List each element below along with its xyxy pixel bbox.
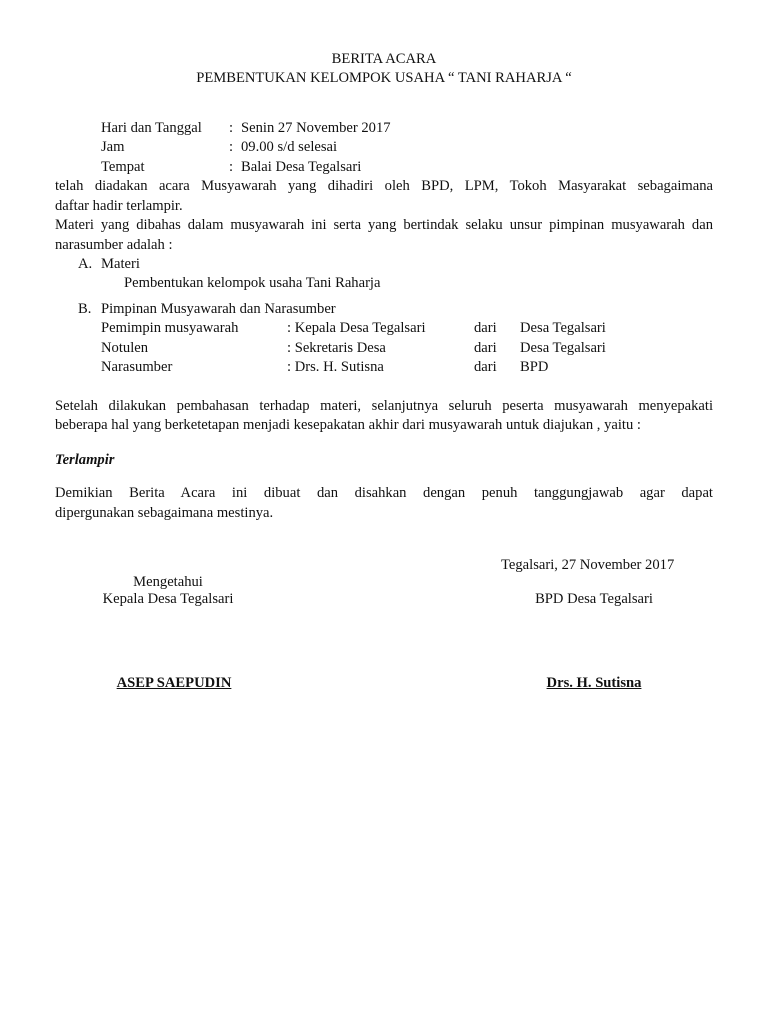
section-a-title: Materi	[101, 256, 140, 272]
section-b-title: Pimpinan Musyawarah dan Narasumber	[101, 301, 336, 317]
participant-from-label: dari	[474, 359, 497, 375]
section-a-content: Pembentukan kelompok usaha Tani Raharja	[124, 275, 381, 291]
event-value-place: Balai Desa Tegalsari	[241, 159, 362, 175]
intro-line-4: narasumber adalah :	[55, 237, 173, 253]
event-sep-place: :	[229, 159, 234, 175]
section-a-marker: A.	[78, 256, 93, 272]
left-caption-acknowledge: Mengetahui	[133, 574, 203, 590]
section-b-marker: B.	[78, 301, 92, 317]
left-signatory-name: ASEP SAEPUDIN	[116, 675, 232, 691]
participant-from-label: dari	[474, 340, 497, 356]
left-caption-position: Kepala Desa Tegalsari	[102, 591, 234, 607]
event-label-time: Jam	[101, 139, 125, 155]
result-line-1: Setelah dilakukan pembahasan terhadap materi, selanjutnya seluruh peserta musyawarah menyepakati	[55, 398, 713, 414]
intro-line-3: Materi yang dibahas dalam musyawarah ini serta yang bertindak selaku unsur pimpinan musyawarah dan	[55, 217, 713, 233]
intro-line-2: daftar hadir terlampir.	[55, 198, 183, 214]
document-title: BERITA ACARA	[331, 51, 437, 67]
participant-from: Desa Tegalsari	[520, 340, 606, 356]
participant-name: : Drs. H. Sutisna	[287, 359, 384, 375]
event-value-time: 09.00 s/d selesai	[241, 139, 338, 155]
right-caption-position: BPD Desa Tegalsari	[535, 591, 653, 607]
participant-from-label: dari	[474, 320, 497, 336]
participant-from: BPD	[520, 359, 549, 375]
participant-role: Narasumber	[101, 359, 173, 375]
intro-line-1: telah diadakan acara Musyawarah yang dihadiri oleh BPD, LPM, Tokoh Masyarakat sebagaimana	[55, 178, 713, 194]
participant-role: Pemimpin musyawarah	[101, 320, 239, 336]
place-date: Tegalsari, 27 November 2017	[501, 557, 675, 573]
event-sep-date: :	[229, 120, 234, 136]
participant-role: Notulen	[101, 340, 149, 356]
event-label-date: Hari dan Tanggal	[101, 120, 202, 136]
event-value-date: Senin 27 November 2017	[241, 120, 391, 136]
closing-line-2: dipergunakan sebagaimana mestinya.	[55, 505, 274, 521]
document-subtitle: PEMBENTUKAN KELOMPOK USAHA “ TANI RAHARJA “	[196, 70, 572, 86]
result-line-2: beberapa hal yang berketetapan menjadi kesepakatan akhir dari musyawarah untuk diajukan , yaitu :	[55, 417, 641, 433]
participant-name: : Sekretaris Desa	[287, 340, 386, 356]
participant-name: : Kepala Desa Tegalsari	[287, 320, 426, 336]
right-signatory-name: Drs. H. Sutisna	[546, 675, 642, 691]
attachment-note: Terlampir	[55, 452, 115, 468]
event-label-place: Tempat	[101, 159, 145, 175]
event-sep-time: :	[229, 139, 234, 155]
participant-from: Desa Tegalsari	[520, 320, 606, 336]
closing-line-1: Demikian Berita Acara ini dibuat dan disahkan dengan penuh tanggungjawab agar dapat	[55, 485, 713, 501]
